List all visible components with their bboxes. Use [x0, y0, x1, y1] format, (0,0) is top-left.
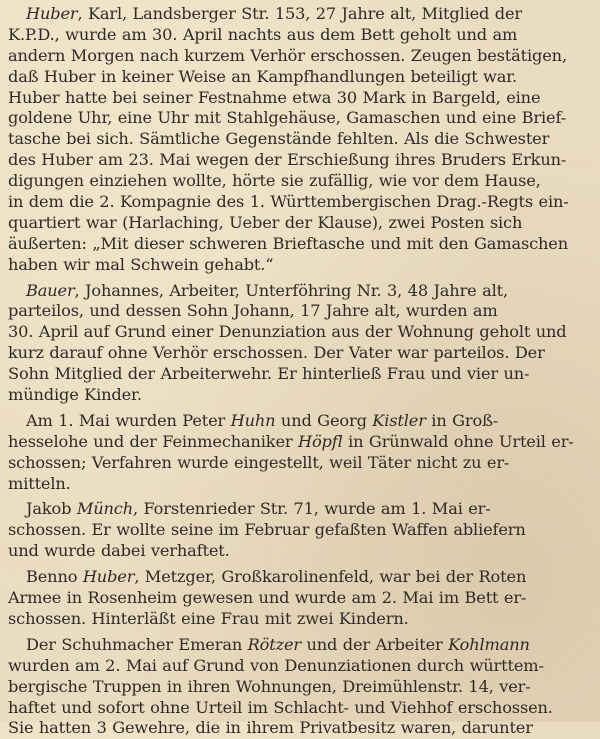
person-name: Huber: [26, 4, 78, 23]
text-run: goldene Uhr, eine Uhr mit Stahlgehäuse, Gamaschen und eine Brief-: [8, 108, 567, 128]
text-line: [8, 150, 592, 171]
text-run: Huber hatte bei seiner Festnahme etwa 30 Mark in Bargeld, eine: [8, 87, 541, 107]
text-run: Am 1. Mai wurden Peter: [26, 410, 231, 430]
text-line: [8, 474, 592, 495]
person-name: Höpfl: [297, 431, 343, 451]
text-run: bergische Truppen in ihren Wohnungen, Dreimühlenstr. 14, ver-: [8, 676, 531, 696]
text-line: [8, 171, 592, 192]
person-name: Huber: [82, 567, 135, 587]
text-run: Der Schuhmacher Emeran: [26, 634, 248, 654]
text-line: [8, 322, 592, 343]
text-run: in dem die 2. Kompagnie des 1. Württembergischen Drag.-Regts ein-: [8, 192, 569, 212]
text-line: [8, 432, 592, 453]
text-line: [8, 567, 592, 588]
text-run: in Groß-: [425, 410, 499, 430]
text-run: Sohn Mitglied der Arbeiterwehr. Er hinterließ Frau und vier un-: [8, 364, 530, 384]
text-run: und Georg: [275, 410, 373, 430]
text-line: [8, 541, 592, 562]
paragraph: [8, 499, 592, 562]
paragraph: [8, 411, 592, 495]
text-run: Benno: [26, 567, 83, 587]
person-name: Kistler: [372, 410, 426, 430]
text-run: 30. April auf Grund einer Denunziation aus der Wohnung geholt und: [8, 322, 567, 342]
text-line: [8, 129, 592, 150]
text-run: quartiert war (Harlaching, Ueber der Klause), zwei Posten sich: [8, 212, 523, 232]
text-run: daß Huber in keiner Weise an Kampfhandlungen beteiligt war.: [8, 66, 518, 86]
text-run: kurz darauf ohne Verhör erschossen. Der Vater war parteilos. Der: [8, 343, 545, 363]
text-run: digungen einziehen wollte, hörte sie zufällig, wie vor dem Hause,: [8, 171, 541, 191]
paragraph: [8, 567, 592, 630]
text-line: [8, 677, 592, 698]
text-line: [8, 234, 592, 255]
text-line: [8, 281, 592, 302]
text-line: [8, 411, 592, 432]
text-line: [8, 635, 592, 656]
text-line: [8, 25, 592, 46]
text-run: K.P.D., wurde am 30. April nachts aus dem Bett geholt und am: [8, 24, 518, 44]
text-run: äußerten: „Mit dieser schweren Brieftasche und mit den Gamaschen: [8, 233, 569, 253]
text-run: in Grünwald ohne Urteil er-: [342, 431, 574, 451]
text-line: [8, 88, 592, 109]
document-text: [8, 4, 592, 739]
text-line: [8, 67, 592, 88]
text-line: [8, 698, 592, 719]
text-line: [8, 343, 592, 364]
text-line: [8, 453, 592, 474]
person-name: Kohlmann: [448, 634, 530, 654]
person-name: Huhn: [230, 410, 276, 430]
text-run: mündige Kinder.: [8, 385, 142, 405]
text-run: Jakob: [26, 499, 77, 519]
text-line: [8, 609, 592, 630]
text-line: [8, 4, 592, 25]
text-line: [8, 255, 592, 276]
text-line: [8, 385, 592, 406]
text-line: [8, 520, 592, 541]
person-name: Rötzer: [247, 634, 301, 654]
text-line: [8, 192, 592, 213]
text-run: Sie hatten 3 Gewehre, die in ihrem Privatbesitz waren, darunter: [8, 718, 533, 738]
text-run: haftet und sofort ohne Urteil im Schlacht- und Viehhof erschossen.: [8, 697, 553, 717]
text-run: parteilos, und dessen Sohn Johann, 17 Jahre alt, wurden am: [8, 301, 498, 321]
text-run: wurden am 2. Mai auf Grund von Denunziationen durch württem-: [8, 655, 544, 675]
person-name: Münch: [76, 499, 133, 519]
text-run: und wurde dabei verhaftet.: [8, 541, 230, 561]
text-run: schossen. Er wollte seine im Februar gefaßten Waffen abliefern: [8, 520, 526, 540]
text-run: schossen; Verfahren wurde eingestellt, weil Täter nicht zu er-: [8, 452, 510, 472]
person-name: Bauer: [26, 280, 75, 300]
text-run: , Johannes, Arbeiter, Unterföhring Nr. 3, 48 Jahre alt,: [74, 280, 508, 300]
text-line: [8, 46, 592, 67]
text-line: [8, 213, 592, 234]
text-line: [8, 718, 592, 739]
text-run: mitteln.: [8, 473, 71, 493]
text-run: hesselohe und der Feinmechaniker: [8, 431, 298, 451]
text-run: , Karl, Landsberger Str. 153, 27 Jahre alt, Mitglied der: [77, 4, 522, 23]
paragraph: [8, 635, 592, 739]
text-run: , Forstenrieder Str. 71, wurde am 1. Mai er-: [132, 499, 491, 519]
text-line: [8, 588, 592, 609]
text-line: [8, 656, 592, 677]
text-run: und der Arbeiter: [300, 634, 449, 654]
text-run: haben wir mal Schwein gehabt.“: [8, 254, 274, 274]
text-run: , Metzger, Großkarolinenfeld, war bei der Roten: [134, 567, 527, 587]
text-line: [8, 108, 592, 129]
text-line: [8, 499, 592, 520]
text-run: des Huber am 23. Mai wegen der Erschießung ihres Bruders Erkun-: [8, 150, 567, 170]
text-line: [8, 364, 592, 385]
text-line: [8, 301, 592, 322]
paragraph: [8, 4, 592, 276]
text-run: tasche bei sich. Sämtliche Gegenstände fehlten. Als die Schwester: [8, 129, 550, 149]
paragraph: [8, 281, 592, 406]
text-run: Armee in Rosenheim gewesen und wurde am 2. Mai im Bett er-: [8, 588, 527, 608]
text-run: andern Morgen nach kurzem Verhör erschossen. Zeugen bestätigen,: [8, 45, 567, 65]
text-run: schossen. Hinterläßt eine Frau mit zwei Kindern.: [8, 608, 409, 628]
